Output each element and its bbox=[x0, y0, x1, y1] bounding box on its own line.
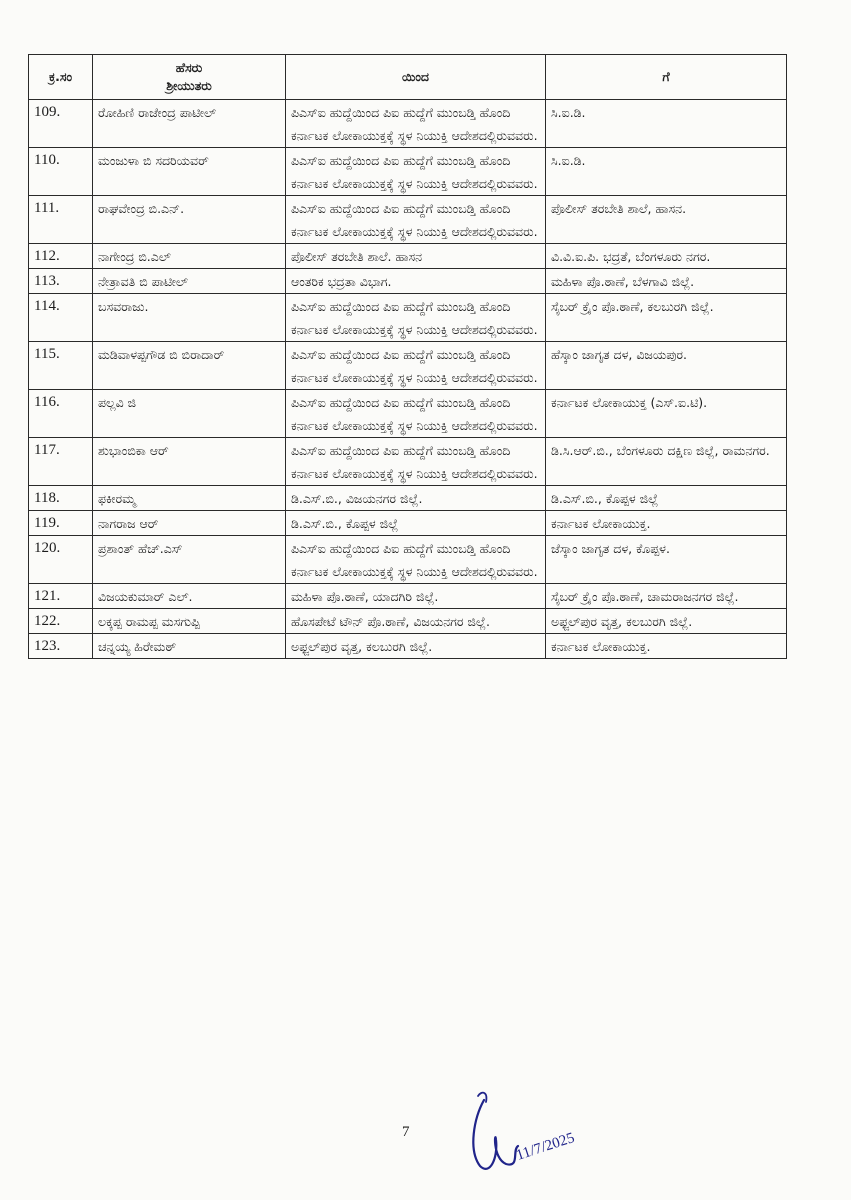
table-row bbox=[29, 244, 787, 269]
row-serial: 121. bbox=[29, 584, 93, 609]
row-to: ಜೆಸ್ಕಾಂ ಜಾಗೃತ ದಳ, ಕೊಪ್ಪಳ. bbox=[546, 536, 787, 584]
row-from: ಪಿಎಸ್ಐ ಹುದ್ದೆಯಿಂದ ಪಿಐ ಹುದ್ದೆಗೆ ಮುಂಬಡ್ತಿ ಹೊಂದಿ ಕರ್ನಾಟಕ ಲೋಕಾಯುಕ್ತಕ್ಕೆ ಸ್ಥಳ ನಿಯುಕ್ತಿ ಆದೇಶದಲ್ಲಿರುವವರು. bbox=[286, 196, 546, 244]
row-from: ಹೊಸಪೇಟೆ ಟೌನ್ ಪೊ.ಠಾಣೆ, ವಿಜಯನಗರ ಜಿಲ್ಲೆ. bbox=[286, 609, 546, 634]
row-to: ಸೈಬರ್ ಕ್ರೈಂ ಪೊ.ಠಾಣೆ, ಚಾಮರಾಜನಗರ ಜಿಲ್ಲೆ. bbox=[546, 584, 787, 609]
row-from: ಪೊಲೀಸ್ ತರಬೇತಿ ಶಾಲೆ. ಹಾಸನ bbox=[286, 244, 546, 269]
row-serial: 111. bbox=[29, 196, 93, 244]
col-header-serial: ಕ್ರ.ಸಂ bbox=[29, 55, 93, 100]
row-serial: 116. bbox=[29, 390, 93, 438]
row-name: ಪ್ರಶಾಂತ್ ಹೆಚ್.ಎಸ್ bbox=[93, 536, 286, 584]
row-name: ಪಲ್ಲವಿ ಜಿ bbox=[93, 390, 286, 438]
row-from: ಪಿಎಸ್ಐ ಹುದ್ದೆಯಿಂದ ಪಿಐ ಹುದ್ದೆಗೆ ಮುಂಬಡ್ತಿ ಹೊಂದಿ ಕರ್ನಾಟಕ ಲೋಕಾಯುಕ್ತಕ್ಕೆ ಸ್ಥಳ ನಿಯುಕ್ತಿ ಆದೇಶದಲ್ಲಿರುವವರು. bbox=[286, 390, 546, 438]
row-to: ಕರ್ನಾಟಕ ಲೋಕಾಯುಕ್ತ (ಎಸ್.ಐ.ಟಿ). bbox=[546, 390, 787, 438]
row-name: ಚನ್ನಯ್ಯ ಹಿರೇಮಠ್ bbox=[93, 634, 286, 659]
table-row bbox=[29, 438, 787, 486]
signature-loop bbox=[478, 1093, 486, 1102]
row-serial: 115. bbox=[29, 342, 93, 390]
table-row bbox=[29, 584, 787, 609]
signature-image bbox=[462, 1088, 582, 1180]
row-to: ಸಿ.ಐ.ಡಿ. bbox=[546, 148, 787, 196]
row-name: ಬಸವರಾಜು. bbox=[93, 294, 286, 342]
row-from: ಪಿಎಸ್ಐ ಹುದ್ದೆಯಿಂದ ಪಿಐ ಹುದ್ದೆಗೆ ಮುಂಬಡ್ತಿ ಹೊಂದಿ ಕರ್ನಾಟಕ ಲೋಕಾಯುಕ್ತಕ್ಕೆ ಸ್ಥಳ ನಿಯುಕ್ತಿ ಆದೇಶದಲ್ಲಿರುವವರು. bbox=[286, 294, 546, 342]
row-from: ಪಿಎಸ್ಐ ಹುದ್ದೆಯಿಂದ ಪಿಐ ಹುದ್ದೆಗೆ ಮುಂಬಡ್ತಿ ಹೊಂದಿ ಕರ್ನಾಟಕ ಲೋಕಾಯುಕ್ತಕ್ಕೆ ಸ್ಥಳ ನಿಯುಕ್ತಿ ಆದೇಶದಲ್ಲಿರುವವರು. bbox=[286, 148, 546, 196]
row-to: ಡಿ.ಸಿ.ಆರ್.ಬಿ., ಬೆಂಗಳೂರು ದಕ್ಷಿಣ ಜಿಲ್ಲೆ, ರಾಮನಗರ. bbox=[546, 438, 787, 486]
row-from: ಆಂತರಿಕ ಭದ್ರತಾ ವಿಭಾಗ. bbox=[286, 269, 546, 294]
row-to: ವಿ.ವಿ.ಐ.ಪಿ. ಭದ್ರತೆ, ಬೆಂಗಳೂರು ನಗರ. bbox=[546, 244, 787, 269]
row-to: ಸಿ.ಐ.ಡಿ. bbox=[546, 100, 787, 148]
row-from: ಪಿಎಸ್ಐ ಹುದ್ದೆಯಿಂದ ಪಿಐ ಹುದ್ದೆಗೆ ಮುಂಬಡ್ತಿ ಹೊಂದಿ ಕರ್ನಾಟಕ ಲೋಕಾಯುಕ್ತಕ್ಕೆ ಸ್ಥಳ ನಿಯುಕ್ತಿ ಆದೇಶದಲ್ಲಿರುವವರು. bbox=[286, 342, 546, 390]
transfer-table bbox=[28, 54, 787, 659]
table-row bbox=[29, 390, 787, 438]
table-row bbox=[29, 634, 787, 659]
table-row bbox=[29, 609, 787, 634]
row-to: ಮಹಿಳಾ ಪೊ.ಠಾಣೆ, ಬೆಳಗಾವಿ ಜಿಲ್ಲೆ. bbox=[546, 269, 787, 294]
row-serial: 117. bbox=[29, 438, 93, 486]
table-row bbox=[29, 269, 787, 294]
table-row bbox=[29, 148, 787, 196]
row-from: ಡಿ.ಎಸ್.ಬಿ., ವಿಜಯನಗರ ಜಿಲ್ಲೆ. bbox=[286, 486, 546, 511]
row-name: ನೇತ್ರಾವತಿ ಬಿ ಪಾಟೀಲ್ bbox=[93, 269, 286, 294]
table-row bbox=[29, 294, 787, 342]
row-serial: 118. bbox=[29, 486, 93, 511]
row-serial: 110. bbox=[29, 148, 93, 196]
row-to: ಸೈಬರ್ ಕ್ರೈಂ ಪೊ.ಠಾಣೆ, ಕಲಬುರಗಿ ಜಿಲ್ಲೆ. bbox=[546, 294, 787, 342]
row-to: ಕರ್ನಾಟಕ ಲೋಕಾಯುಕ್ತ. bbox=[546, 634, 787, 659]
row-serial: 122. bbox=[29, 609, 93, 634]
table-row bbox=[29, 342, 787, 390]
row-from: ಡಿ.ಎಸ್.ಬಿ., ಕೊಪ್ಪಳ ಜಿಲ್ಲೆ bbox=[286, 511, 546, 536]
row-serial: 120. bbox=[29, 536, 93, 584]
row-from: ಪಿಎಸ್ಐ ಹುದ್ದೆಯಿಂದ ಪಿಐ ಹುದ್ದೆಗೆ ಮುಂಬಡ್ತಿ ಹೊಂದಿ ಕರ್ನಾಟಕ ಲೋಕಾಯುಕ್ತಕ್ಕೆ ಸ್ಥಳ ನಿಯುಕ್ತಿ ಆದೇಶದಲ್ಲಿರುವವರು. bbox=[286, 536, 546, 584]
row-to: ಅಫ್ಜಲ್‌ಪುರ ವೃತ್ತ, ಕಲಬುರಗಿ ಜಿಲ್ಲೆ. bbox=[546, 609, 787, 634]
row-name: ರಾಘವೇಂದ್ರ ಬಿ.ಎನ್. bbox=[93, 196, 286, 244]
row-name: ಫಕೀರಮ್ಮ bbox=[93, 486, 286, 511]
table-row bbox=[29, 486, 787, 511]
table-row bbox=[29, 196, 787, 244]
row-from: ಪಿಎಸ್ಐ ಹುದ್ದೆಯಿಂದ ಪಿಐ ಹುದ್ದೆಗೆ ಮುಂಬಡ್ತಿ ಹೊಂದಿ ಕರ್ನಾಟಕ ಲೋಕಾಯುಕ್ತಕ್ಕೆ ಸ್ಥಳ ನಿಯುಕ್ತಿ ಆದೇಶದಲ್ಲಿರುವವರು. bbox=[286, 438, 546, 486]
row-to: ಕರ್ನಾಟಕ ಲೋಕಾಯುಕ್ತ. bbox=[546, 511, 787, 536]
col-header-to: ಗೆ bbox=[546, 55, 787, 100]
table-row bbox=[29, 100, 787, 148]
row-to: ಡಿ.ಎಸ್.ಬಿ., ಕೊಪ್ಪಳ ಜಿಲ್ಲೆ bbox=[546, 486, 787, 511]
table-row bbox=[29, 536, 787, 584]
row-serial: 119. bbox=[29, 511, 93, 536]
row-name: ವಿಜಯಕುಮಾರ್ ಎಲ್. bbox=[93, 584, 286, 609]
row-to: ಪೊಲೀಸ್ ತರಬೇತಿ ಶಾಲೆ, ಹಾಸನ. bbox=[546, 196, 787, 244]
row-serial: 109. bbox=[29, 100, 93, 148]
signature-date: 11/7/2025 bbox=[514, 1129, 577, 1164]
row-name: ಮಂಜುಳಾ ಬಿ ಸದರಿಯವರ್ bbox=[93, 148, 286, 196]
row-name: ಮಡಿವಾಳಪ್ಪಗೌಡ ಬಿ ಬಿರಾದಾರ್ bbox=[93, 342, 286, 390]
row-name: ಶುಭಾಂಬಿಕಾ ಆರ್ bbox=[93, 438, 286, 486]
page-number: 7 bbox=[402, 1124, 410, 1140]
row-from: ಪಿಎಸ್ಐ ಹುದ್ದೆಯಿಂದ ಪಿಐ ಹುದ್ದೆಗೆ ಮುಂಬಡ್ತಿ ಹೊಂದಿ ಕರ್ನಾಟಕ ಲೋಕಾಯುಕ್ತಕ್ಕೆ ಸ್ಥಳ ನಿಯುಕ್ತಿ ಆದೇಶದಲ್ಲಿರುವವರು. bbox=[286, 100, 546, 148]
row-name: ಲಕ್ಕಪ್ಪ ರಾಮಪ್ಪ ಮಸಗುಪ್ಪಿ bbox=[93, 609, 286, 634]
row-to: ಹೆಸ್ಕಾಂ ಜಾಗೃತ ದಳ, ವಿಜಯಪುರ. bbox=[546, 342, 787, 390]
col-header-from: ಯಿಂದ bbox=[286, 55, 546, 100]
row-name: ನಾಗರಾಜ ಆರ್ bbox=[93, 511, 286, 536]
row-serial: 123. bbox=[29, 634, 93, 659]
col-header-name bbox=[93, 55, 286, 100]
table-row bbox=[29, 511, 787, 536]
col-header-name-line1: ಹೆಸರು bbox=[175, 60, 203, 75]
row-serial: 113. bbox=[29, 269, 93, 294]
row-serial: 112. bbox=[29, 244, 93, 269]
row-from: ಮಹಿಳಾ ಪೊ.ಠಾಣೆ, ಯಾದಗಿರಿ ಜಿಲ್ಲೆ. bbox=[286, 584, 546, 609]
table-header-row bbox=[29, 55, 787, 100]
signature-stroke bbox=[473, 1100, 518, 1169]
row-name: ರೋಹಿಣಿ ರಾಜೇಂದ್ರ ಪಾಟೀಲ್ bbox=[93, 100, 286, 148]
col-header-name-line2: ಶ್ರೀಯುತರು bbox=[166, 78, 212, 93]
row-name: ನಾಗೇಂದ್ರ ಬಿ.ಎಲ್ bbox=[93, 244, 286, 269]
row-serial: 114. bbox=[29, 294, 93, 342]
row-from: ಅಫ್ಜಲ್‌ಪುರ ವೃತ್ತ, ಕಲಬುರಗಿ ಜಿಲ್ಲೆ. bbox=[286, 634, 546, 659]
